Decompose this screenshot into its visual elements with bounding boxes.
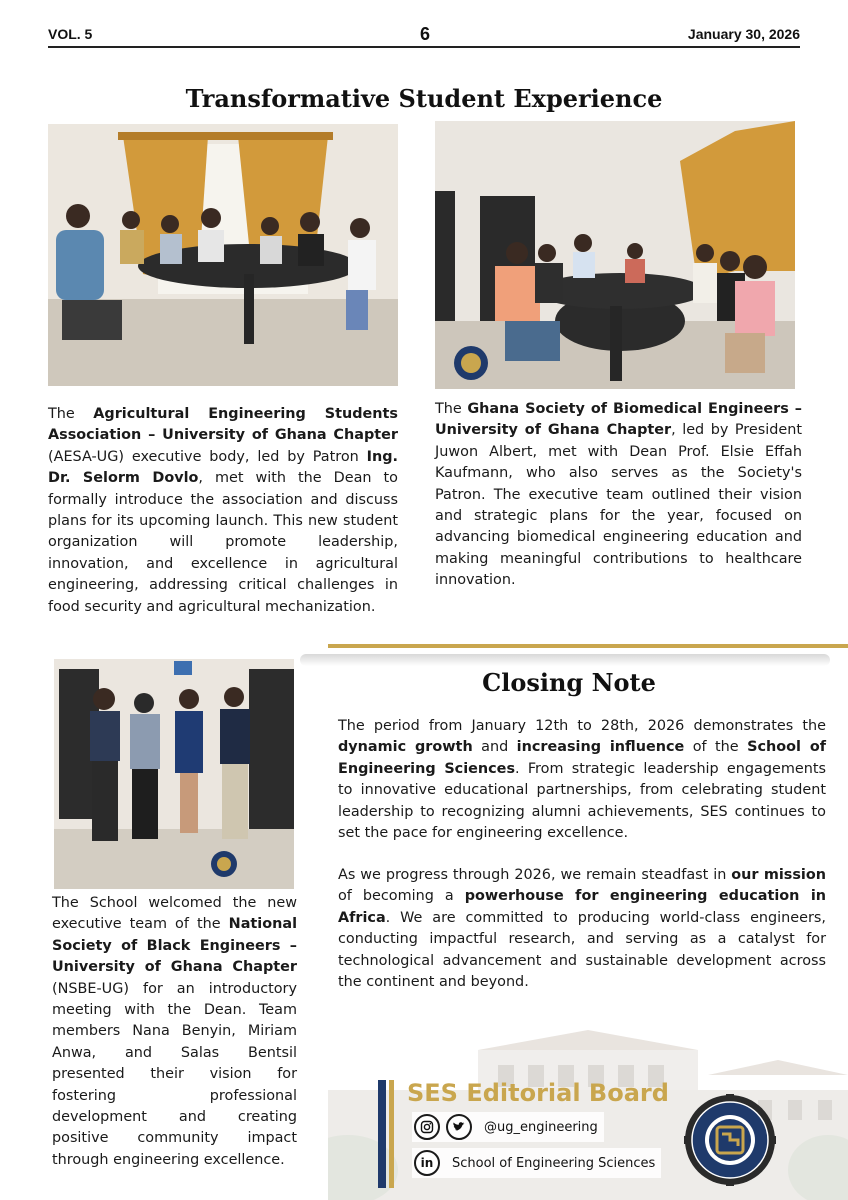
gsbe-story: The Ghana Society of Biomedical Engineers – University of Ghana Chapter, led by President Juwon Albert, met with Dean Prof. Elsie Effah Kaufmann, who also serves as the Society's Patron. The executive team outlined their vision and strategic plans for the year, focused on advancing biomedical engineering education and making meaningful contributions to healthcare innovation. bbox=[435, 401, 802, 589]
gsbe-meeting-photo bbox=[435, 121, 795, 389]
editorial-navy-bar bbox=[378, 1080, 386, 1188]
gold-divider bbox=[328, 644, 848, 648]
volume-label: VOL. 5 bbox=[48, 26, 93, 42]
social-handle-row bbox=[412, 1112, 604, 1142]
linkedin-row bbox=[412, 1148, 661, 1178]
editorial-gold-bar bbox=[389, 1080, 394, 1188]
aesa-meeting-photo bbox=[48, 124, 398, 386]
closing-paragraph-2: As we progress through 2026, we remain steadfast in our mission of becoming a powerhouse for engineering education in Africa. We are committed to producing world-class engineers, conducting impactful research, and serving as a catalyst for technological advancement and sustainable development across the continent and beyond. bbox=[338, 867, 827, 991]
school-seal-logo bbox=[684, 1094, 776, 1186]
editorial-board-title: SES Editorial Board bbox=[407, 1079, 669, 1107]
closing-paragraph-1: The period from January 12th to 28th, 2026 demonstrates the dynamic growth and increasing influence of the School of Engineering Sciences. From strategic leadership engagements to innovative educational partnerships, from celebrating student leadership to recognizing alumni achievements, SES continues to set the pace for engineering excellence. bbox=[338, 718, 826, 842]
linkedin-icon[interactable]: in bbox=[414, 1150, 440, 1176]
section-title: Transformative Student Experience bbox=[185, 84, 663, 113]
twitter-icon[interactable] bbox=[446, 1114, 472, 1140]
page-number: 6 bbox=[420, 24, 431, 44]
linkedin-name[interactable]: School of Engineering Sciences bbox=[452, 1155, 656, 1171]
nsbe-story: The School welcomed the new executive team of the National Society of Black Engineers – University of Ghana Chapter (NSBE-UG) for an introductory meeting with the Dean. Team members Nana Benyin, Miriam Anwa, and Salas Bentsil presented their vision for fostering professional development and creating positive community impact through engineering excellence. bbox=[52, 895, 297, 1168]
instagram-icon[interactable] bbox=[414, 1114, 440, 1140]
social-handle[interactable]: @ug_engineering bbox=[484, 1119, 598, 1135]
header-rule bbox=[48, 46, 800, 48]
aesa-story: The Agricultural Engineering Students Association – University of Ghana Chapter (AESA-UG) executive body, led by Patron Ing. Dr. Selorm Dovlo, met with the Dean to formally introduce the association and discuss plans for its upcoming launch. This new student organization will promote leadership, innovation, and excellence in agricultural engineering, addressing critical challenges in food security and agricultural mechanization. bbox=[48, 406, 399, 615]
issue-date: January 30, 2026 bbox=[687, 26, 800, 42]
nsbe-team-photo bbox=[54, 659, 294, 889]
closing-note-title: Closing Note bbox=[482, 668, 656, 697]
divider-shadow bbox=[300, 654, 830, 666]
